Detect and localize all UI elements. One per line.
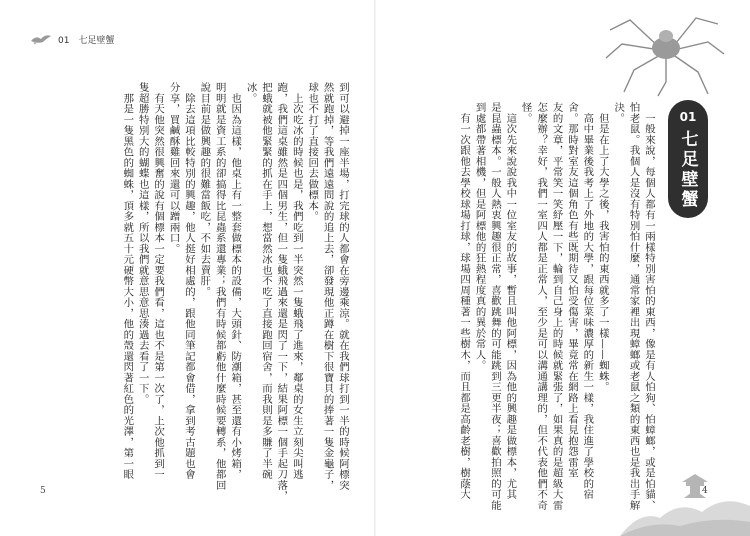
text-column: 那是一隻黑色的蜘蛛，頂多就五十元硬幣大小，他的殼還閃著紅色的光澤，第一眼: [121, 82, 134, 480]
running-head-text: 01 七足壁蟹: [58, 35, 115, 46]
right-page-body: [402, 102, 656, 511]
chapter-number: 01: [679, 110, 697, 124]
text-column: 然就跑掉，等我們遠遠問說的追上去，卻發現他正蹲在樹下很寶貝的捧著一隻金龜子，: [321, 82, 334, 491]
text-column: 有一次跟他去學校球場打球，球場四周種著一些樹木，而且都是高齡老樹，樹蔭大: [458, 102, 471, 500]
text-column: 冰。: [244, 82, 257, 104]
page-number-right: 4: [702, 486, 708, 496]
chapter-title: 七足壁蟹: [677, 130, 698, 210]
text-column: 到處都帶著相機，但是阿標他的狂熱程度真的異於常人。: [473, 102, 486, 371]
bird-icon: [30, 32, 52, 46]
text-column: 上次吃冰的時候也是，我們吃到一半突然一隻蛾飛了進來，鄰桌的女生立刻尖叫逃: [290, 82, 303, 480]
text-column: 除去這項比較特別的興趣，他人挺好相處的，跟他同筆記都會借，拿到考古題也會: [182, 82, 195, 480]
text-column: 是昆蟲標本。一般人熱衷興趣很正常，喜歡跳舞的可能跳到三更半夜；喜歡拍照的可能: [488, 102, 501, 511]
running-head: [30, 32, 114, 46]
text-column: 怪。: [519, 102, 532, 124]
text-column: 球也不打了直接回去做標本。: [306, 82, 319, 222]
text-column: 到可以避掉一座半場，打完球的人都會在旁邊乘涼。就在我們球打到一半的時候阿標突: [337, 82, 349, 491]
left-page-body: [50, 82, 350, 502]
text-column: 一般來說，每個人都有一兩樣特別害怕的東西，像是有人怕狗、怕蟑螂，或是怕貓、: [643, 102, 655, 511]
text-column: 這次先來說說我中一位室友的故事，暫且叫他阿標，因為他的興趣是做標本，尤其: [504, 102, 517, 500]
text-column: 有天他突然很興奮的說有個標本一定要我們看，這也不是第一次了，上次他抓到一: [152, 82, 165, 480]
page-number-left: 5: [40, 486, 46, 496]
chapter-badge: [668, 100, 708, 218]
text-column: 怕老鼠。我個人是沒有特別怕什麼，通常家裡出現蟑螂或老鼠之類的東西也是我出手解: [627, 102, 640, 511]
text-column: 高中畢業後我考上了外地的大學，跟每位菜味濃厚的新生一樣，我住進了學校的宿: [581, 102, 594, 500]
text-column: 明明就是資工系的卻搞得比昆蟲系還專業；我們有時候都虧他什麼時候要轉系，他都回: [213, 82, 226, 491]
text-column: 舍。那時對室友這個角色有些既期待又怕受傷害，畢竟常在網路上看見抱怨雷室: [565, 102, 578, 479]
text-column: 但是在上了大學之後，我害怕的東西就多了一樣——蜘蛛。: [596, 102, 609, 393]
text-column: 友的文章，平常笑一笑紓壓一下，輪到自己身上的時候就緊張了，如果真的是超級大雷: [550, 102, 563, 511]
landscape-illustration: [620, 460, 750, 536]
text-column: 隻超勝特別大的蝴蝶也這樣，所以我們就意思意思湊過去看了一下。: [136, 82, 149, 405]
text-column: 把蛾就被他緊緊的抓在手上，想當然冰也不吃了直接跑回宿舍，而我則是多賺了半碗: [259, 82, 272, 480]
page-gutter: [374, 0, 376, 536]
text-column: 說目前是做興趣的很難當飯吃，不如去賣肝。: [198, 82, 211, 297]
text-column: 分享，買鹹酥雞回來還可以蹭兩口。: [167, 82, 180, 254]
text-column: 怎麼辦？幸好，我們一室四人都是正常人，至少是可以溝通講理的，但不代表他們不奇: [535, 102, 548, 511]
text-column: 決。: [612, 102, 625, 124]
spider-illustration: [600, 8, 730, 98]
text-column: 跑，我們這桌雖然是四個男生，但一隻蛾飛過來還是閃了一下，結果阿標一個手起刀落，: [275, 82, 288, 502]
text-column: 也因為這樣，他桌上有一整套做標本的設備，大頭針、防潮箱，甚至還有小烤箱，: [229, 82, 242, 480]
